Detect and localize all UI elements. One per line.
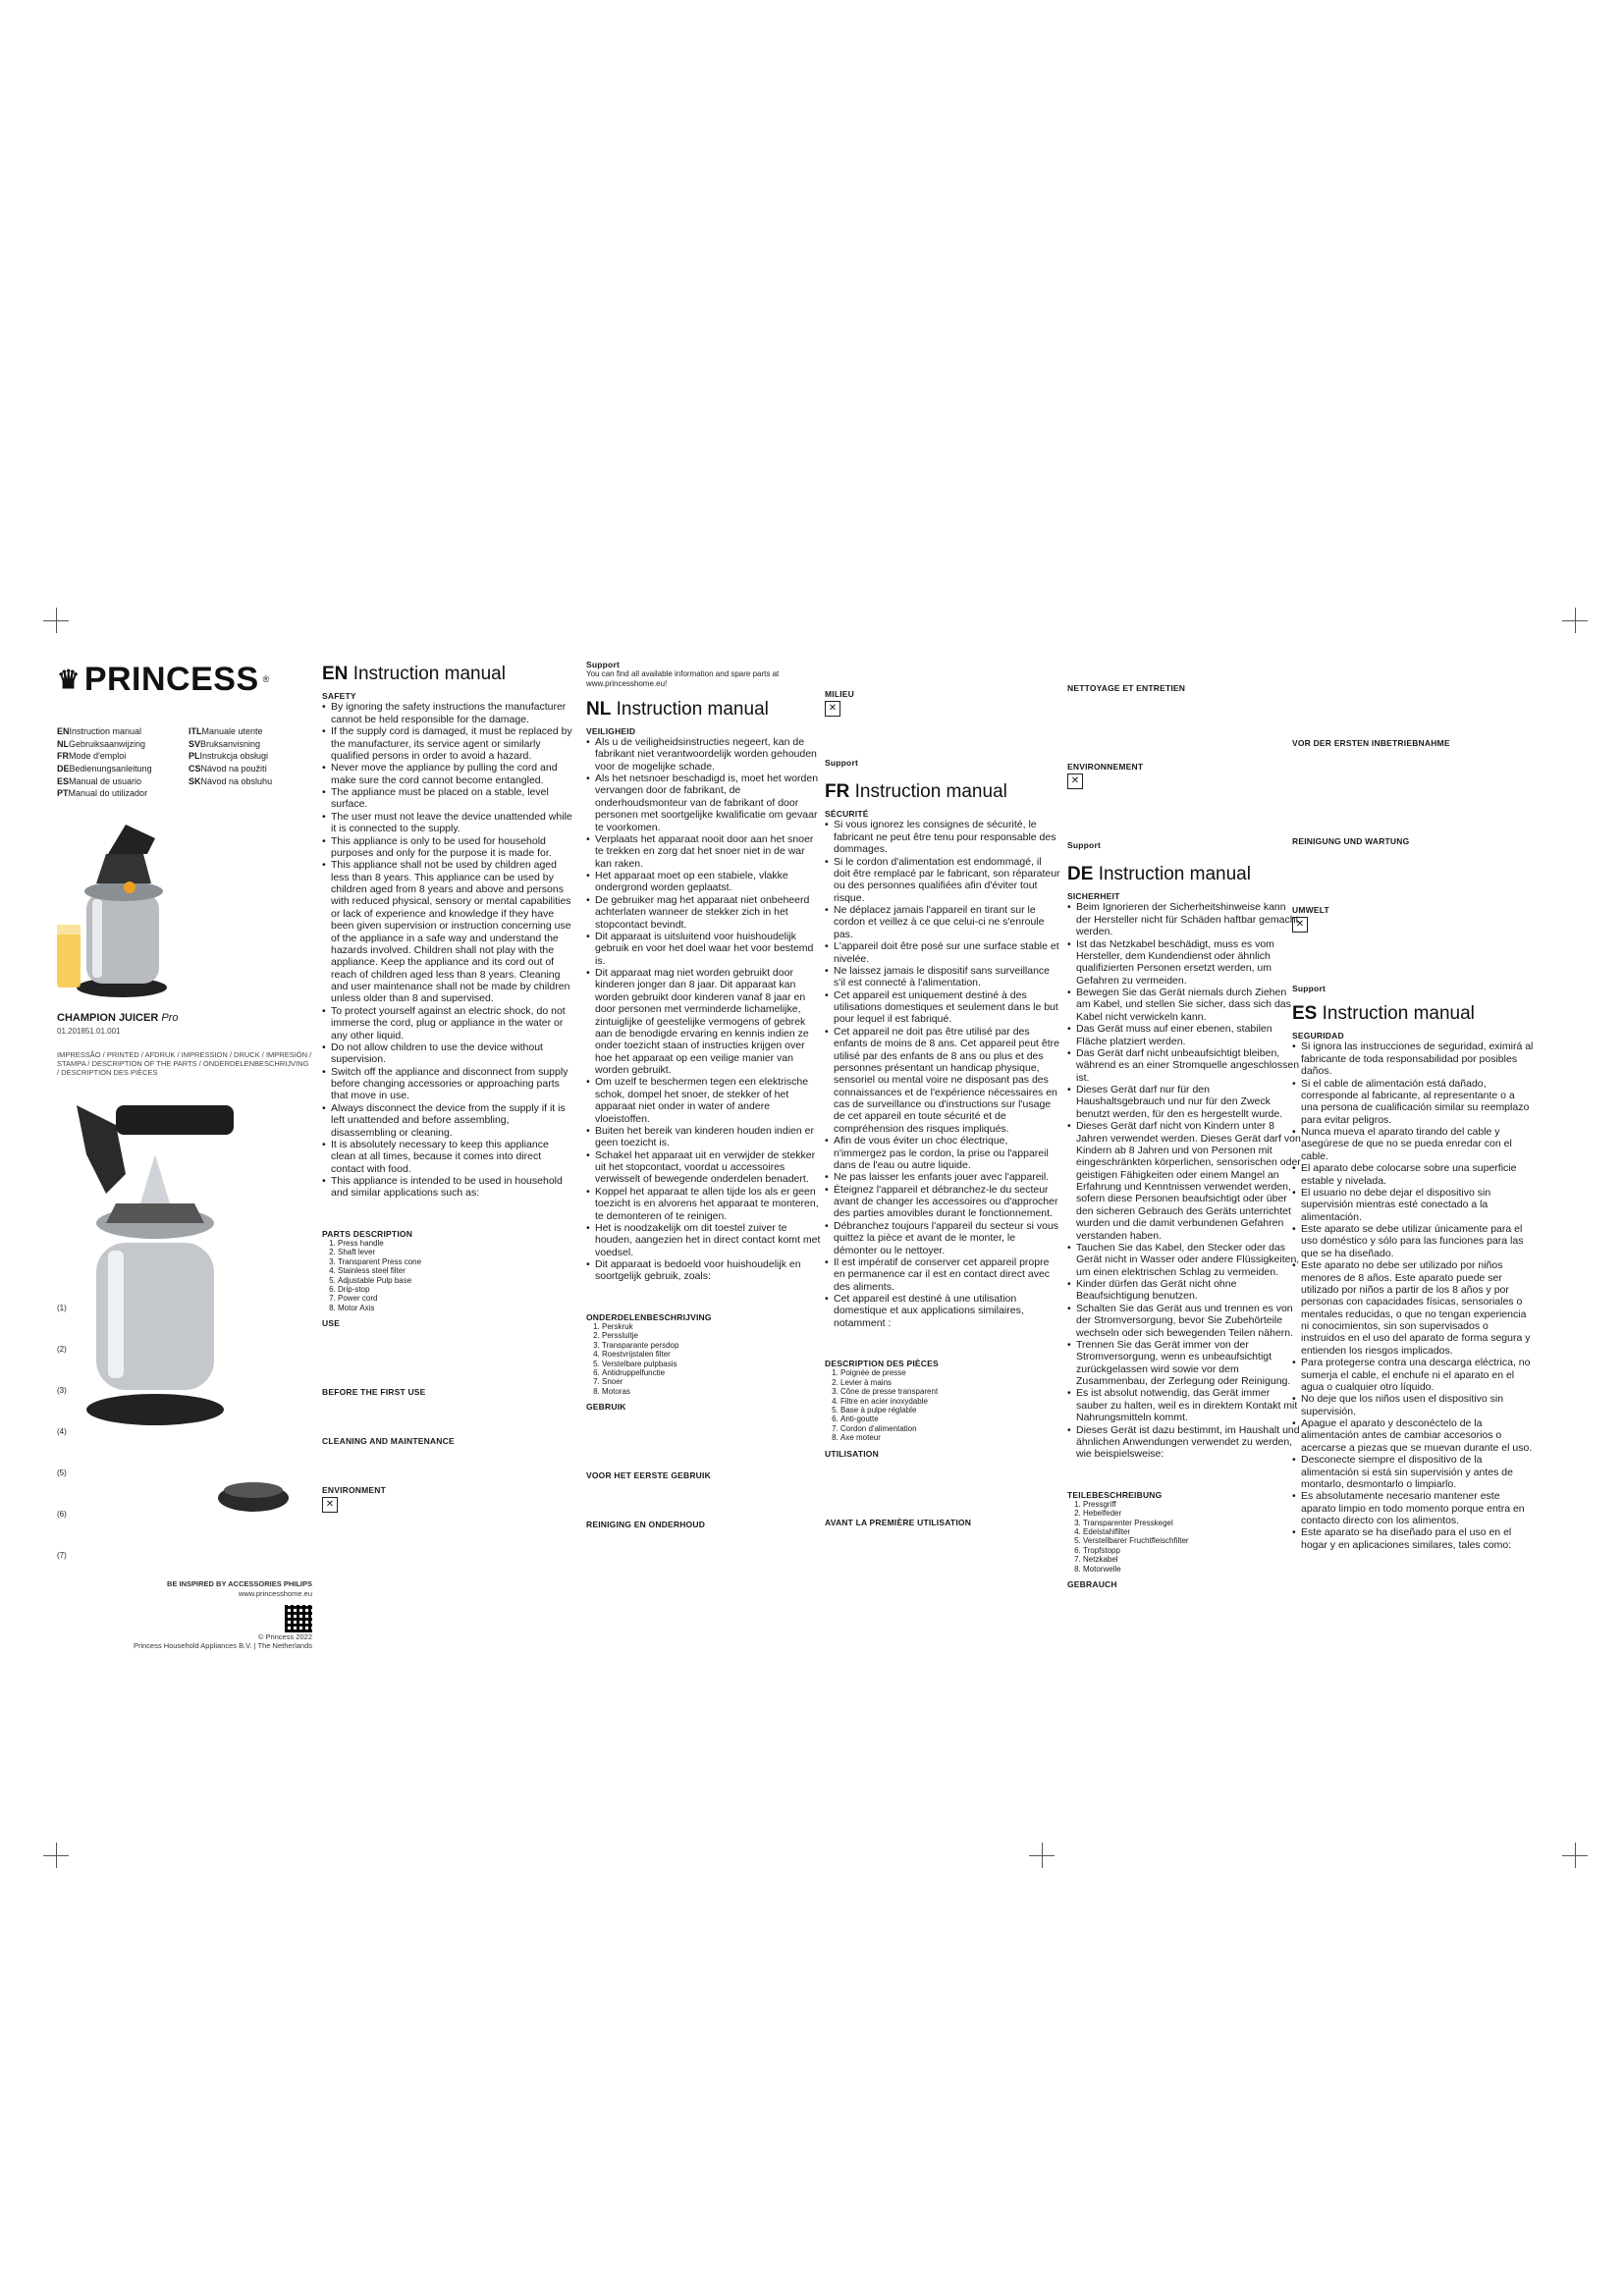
safety-item: • Débranchez toujours l'appareil du secteur si vous quittez la pièce et avant de le monter, le démonter ou le nettoyer. <box>825 1220 1060 1256</box>
diagram-label: (3) <box>57 1386 67 1395</box>
product-name <box>57 1012 312 1025</box>
safety-item: • Dieses Gerät ist dazu bestimmt, im Haushalt und ähnlichen Anwendungen verwendet zu werden, wie beispielsweise: <box>1067 1424 1301 1461</box>
safety-item: • Schalten Sie das Gerät aus und trennen es von der Stromversorgung, bevor Sie Zubehörteile wechseln oder sich bewegenden Teilen nähern. <box>1067 1303 1301 1339</box>
de-env-heading-fr: ENVIRONNEMENT <box>1067 762 1144 773</box>
diagram-label: (6) <box>57 1510 67 1519</box>
safety-item: • Para protegerse contra una descarga eléctrica, no sumerja el cable, el enchufe ni el aparato en el agua o cualquier otro líquido. <box>1292 1357 1534 1393</box>
language-item <box>189 726 312 737</box>
nl-title <box>586 699 822 721</box>
nl-column <box>586 660 822 1529</box>
safety-item: • Trennen Sie das Gerät immer von der Stromversorgung, wenn es unbeaufsichtigt zurückgelassen wird sowie vor dem Zusammenbau, der Zerlegung oder Reinigung. <box>1067 1339 1301 1388</box>
en-cleaning-heading: CLEANING AND MAINTENANCE <box>322 1436 455 1447</box>
part-item: 2. Perssluitje <box>602 1331 822 1340</box>
es-column <box>1292 660 1534 1551</box>
cover-column <box>57 660 312 1651</box>
nl-support-text: You can find all available information and spare parts at www.princesshome.eu! <box>586 669 780 688</box>
part-item: 4. Stainless steel filter <box>338 1266 575 1275</box>
part-item: 5. Verstellbarer Fruchtfleischfilter <box>1083 1536 1301 1545</box>
language-label: Mode d'emploi <box>69 751 127 762</box>
safety-item: • Dit apparaat mag niet worden gebruikt door kinderen jonger dan 8 jaar. Dit apparaat kan worden gebruikt door kinderen vanaf 8 jaar en door personen met verminderde lichamelijke, zintuiglijke of geestelijke vermogens of gebrek aan de benodigde ervaring en kennis indien ze onder toezicht staan of instructies krijgen over hoe het apparaat op een veilige manier van worden gebruikt. <box>586 967 822 1076</box>
nl-support-heading: Support <box>586 660 620 669</box>
crop-mark <box>56 1842 57 1868</box>
diagram-label: (7) <box>57 1551 67 1560</box>
safety-item: • Desconecte siempre el dispositivo de la alimentación si está sin supervisión y antes de montarlo, desmontarlo o limpiarlo. <box>1292 1454 1534 1490</box>
es-code: ES <box>1292 1003 1318 1025</box>
language-label: Instrukcja obsługi <box>199 751 269 762</box>
part-item: 4. Filtre en acier inoxydable <box>840 1397 1060 1406</box>
language-code: SV <box>189 738 201 749</box>
safety-item: • Ne laissez jamais le dispositif sans surveillance s'il est connecté à l'alimentation. <box>825 965 1060 989</box>
safety-item: • Kinder dürfen das Gerät nicht ohne Beaufsichtigung benutzen. <box>1067 1278 1301 1303</box>
weee-bin-icon: ✕ <box>1292 917 1308 933</box>
part-item: 7. Power cord <box>338 1294 575 1303</box>
product-edition: Pro <box>161 1012 179 1025</box>
language-label: Návod na obsluhu <box>200 775 273 786</box>
es-title <box>1292 1003 1534 1025</box>
language-item <box>57 764 181 774</box>
en-parts-heading: PARTS DESCRIPTION <box>322 1228 413 1239</box>
language-code: EN <box>57 726 70 737</box>
safety-item: • No deje que los niños usen el dispositivo sin supervisión. <box>1292 1393 1534 1417</box>
safety-item: • De gebruiker mag het apparaat niet onbeheerd achterlaten wanneer de stekker zich in het stopcontact bevindt. <box>586 894 822 931</box>
de-safety-list <box>1067 901 1301 1460</box>
brand-name: PRINCESS <box>83 661 259 698</box>
language-item <box>57 739 181 750</box>
safety-item: • Schakel het apparaat uit en verwijder de stekker uit het stopcontact, voordat u accessoires verwisselt of bewegende onderdelen benadert. <box>586 1149 822 1186</box>
language-item <box>57 726 181 737</box>
safety-item: • Cet appareil est destiné à une utilisation domestique et aux applications similaires, notamment : <box>825 1293 1060 1329</box>
language-item <box>57 788 181 799</box>
fr-safety-heading: SÉCURITÉ <box>825 809 869 820</box>
safety-item: • By ignoring the safety instructions the manufacturer cannot be held responsible for the damage. <box>322 701 575 725</box>
nl-cleaning-heading: REINIGING EN ONDERHOUD <box>586 1520 706 1530</box>
print-note: IMPRESSÃO / PRINTED / AFDRUK / IMPRESSION / DRUCK / IMPRESIÓN / STAMPA / DESCRIPTION OF THE PARTS / ONDERDELENBESCHRIJVING / DESCRIPTION DES PIÈCES <box>57 1049 312 1078</box>
en-safety-list <box>322 701 575 1199</box>
language-item <box>189 776 312 787</box>
language-label: Instruction manual <box>69 726 142 737</box>
en-safety-heading: SAFETY <box>322 691 356 702</box>
language-code: SK <box>189 775 201 786</box>
en-title <box>322 664 575 685</box>
safety-item: • Never move the appliance by pulling the cord and make sure the cord cannot become entangled. <box>322 762 575 786</box>
crop-mark <box>1575 608 1576 633</box>
safety-item: • L'appareil doit être posé sur une surface stable et nivelée. <box>825 940 1060 965</box>
en-code: EN <box>322 664 349 684</box>
en-use-heading: USE <box>322 1318 341 1329</box>
safety-item: • Es absolutamente necesario mantener este aparato limpio en todo momento porque entra en contacto directo con los alimentos. <box>1292 1490 1534 1526</box>
safety-item: • Ne déplacez jamais l'appareil en tirant sur le cordon et veillez à ce que celui-ci ne s'enroule pas. <box>825 904 1060 940</box>
weee-bin-icon: ✕ <box>1067 774 1083 789</box>
safety-item: • Als u de veiligheidsinstructies negeert, kan de fabrikant niet verantwoordelijk worden gehouden voor de mogelijke schade. <box>586 736 822 773</box>
safety-item: • Switch off the appliance and disconnect from supply before changing accessories or approaching parts that move in use. <box>322 1066 575 1102</box>
es-title-text: Instruction manual <box>1322 1003 1475 1025</box>
safety-item: • El aparato debe colocarse sobre una superficie estable y nivelada. <box>1292 1162 1534 1187</box>
part-item: 3. Cône de presse transparent <box>840 1387 1060 1396</box>
en-environment-heading: ENVIRONMENT <box>322 1485 387 1496</box>
fr-safety-list <box>825 819 1060 1329</box>
language-label: Návod na použití <box>200 763 268 774</box>
safety-item: • Si ignora las instrucciones de seguridad, eximirá al fabricante de toda responsabilidad por posibles daños. <box>1292 1041 1534 1077</box>
safety-item: • Cet appareil est uniquement destiné à des utilisations domestiques et seulement dans le but pour lequel il est fabriqué. <box>825 989 1060 1026</box>
crop-mark <box>56 608 57 633</box>
safety-item: • Koppel het apparaat te allen tijde los als er geen toezicht is en alvorens het apparaat te monteren, te demonteren of te reinigen. <box>586 1186 822 1222</box>
fr-parts-list <box>825 1368 1060 1443</box>
part-item: 5. Base à pulpe réglable <box>840 1406 1060 1415</box>
de-cleaning-heading-fr: NETTOYAGE ET ENTRETIEN <box>1067 683 1186 693</box>
safety-item: • Este aparato no debe ser utilizado por niños menores de 8 años. Este aparato puede ser utilizado por niños a partir de los 8 años y por personas con capacidades físicas, sensoriales o mentales reducidas, o que no tengan experiencia ni conocimientos, sin son supervisados o instruidos en el uso del aparato de forma segura y entienden los riesgos implicados. <box>1292 1259 1534 1357</box>
nl-safety-list <box>586 736 822 1283</box>
es-safety-heading: SEGURIDAD <box>1292 1031 1344 1041</box>
nl-code: NL <box>586 698 612 720</box>
diagram-label: (4) <box>57 1427 67 1436</box>
product-name-text: CHAMPION JUICER <box>57 1012 159 1025</box>
language-label: Bedienungsanleitung <box>69 763 152 774</box>
part-item: 7. Cordon d'alimentation <box>840 1424 1060 1433</box>
part-item: 2. Hebelfeder <box>1083 1509 1301 1518</box>
part-item: 8. Axe moteur <box>840 1433 1060 1442</box>
safety-item: • Als het netsnoer beschadigd is, moet het worden vervangen door de fabrikant, de onderhoudsmonteur van de fabrikant of door personen met soortgelijke kwalificatie om gevaar te voorkomen. <box>586 773 822 833</box>
de-parts-list <box>1067 1500 1301 1575</box>
safety-item: • Om uzelf te beschermen tegen een elektrische schok, dompel het snoer, de stekker of het apparaat niet onder in water of andere vloeistoffen. <box>586 1076 822 1125</box>
en-column <box>322 660 575 1515</box>
safety-item: • Este aparato se debe utilizar únicamente para el uso doméstico y sólo para las funciones para las que se ha diseñado. <box>1292 1223 1534 1259</box>
crown-icon: ♛ <box>57 664 81 694</box>
part-item: 3. Transparante persdop <box>602 1341 822 1350</box>
fr-support-heading: Support <box>825 758 858 769</box>
diagram-label: (2) <box>57 1345 67 1354</box>
safety-item: • Dit apparaat is bedoeld voor huishoudelijk en soortgelijk gebruik, zoals: <box>586 1258 822 1283</box>
es-env-heading-de: UMWELT <box>1292 905 1329 916</box>
safety-item: • Dieses Gerät darf nicht von Kindern unter 8 Jahren verwendet werden. Dieses Gerät darf von Kindern ab 8 Jahren und von Personen mit eingeschränkten körperlichen, sensorischen oder geistigen Fähigkeiten oder einem Mangel an Erfahrung und Kenntnissen verwendet werden, sofern diese Personen beaufsichtigt oder über den sicheren Gebrauch des Geräts unterrichtet wurden und die damit verbundenen Gefahren verstanden haben. <box>1067 1120 1301 1242</box>
language-label: Bruksanvisning <box>200 738 261 749</box>
es-cleaning-heading-de: REINIGUNG UND WARTUNG <box>1292 836 1410 847</box>
part-item: 1. Press handle <box>338 1239 575 1248</box>
language-item <box>57 776 181 787</box>
language-code: PL <box>189 751 200 762</box>
language-item <box>189 764 312 774</box>
safety-item: • Always disconnect the device from the supply if it is left unattended and before assembling, disassembling or cleaning. <box>322 1102 575 1139</box>
part-item: 7. Snoer <box>602 1377 822 1386</box>
language-label: Gebruiksaanwijzing <box>69 738 146 749</box>
es-before-heading-de: VOR DER ERSTEN INBETRIEBNAHME <box>1292 738 1450 748</box>
crop-mark <box>1575 1842 1576 1868</box>
fr-title-text: Instruction manual <box>854 781 1007 803</box>
part-item: 8. Motor Axis <box>338 1304 575 1312</box>
de-support-heading: Support <box>1067 840 1101 851</box>
registered-mark: ® <box>262 673 270 684</box>
fr-use-heading: UTILISATION <box>825 1448 879 1459</box>
part-item: 6. Antidruppelfunctie <box>602 1368 822 1377</box>
footer-line1: BE INSPIRED BY ACCESSORIES PHILIPS <box>167 1579 312 1589</box>
fr-code: FR <box>825 781 850 803</box>
crop-mark <box>1042 1842 1043 1868</box>
safety-item: • To protect yourself against an electric shock, do not immerse the cord, plug or appliance in the water or any other liquid. <box>322 1005 575 1041</box>
safety-item: • Do not allow children to use the device without supervision. <box>322 1041 575 1066</box>
part-item: 6. Drip-stop <box>338 1285 575 1294</box>
safety-item: • Apague el aparato y desconéctelo de la alimentación antes de cambiar accesorios o acercarse a piezas que se muevan durante el uso. <box>1292 1417 1534 1454</box>
part-item: 1. Perskruk <box>602 1322 822 1331</box>
qr-code-icon <box>285 1605 312 1632</box>
nl-title-text: Instruction manual <box>616 698 769 720</box>
diagram-label: (1) <box>57 1304 67 1312</box>
product-photo <box>57 815 175 1001</box>
nl-before-heading: VOOR HET EERSTE GEBRUIK <box>586 1470 711 1481</box>
safety-item: • Este aparato se ha diseñado para el uso en el hogar y en aplicaciones similares, tales como: <box>1292 1526 1534 1551</box>
part-item: 1. Pressgriff <box>1083 1500 1301 1509</box>
part-item: 3. Transparenter Presskegel <box>1083 1519 1301 1527</box>
safety-item: • Het apparaat moet op een stabiele, vlakke ondergrond worden geplaatst. <box>586 870 822 894</box>
de-title-text: Instruction manual <box>1098 864 1251 885</box>
es-safety-list <box>1292 1041 1534 1551</box>
footer-copyright: © Princess 2022 <box>257 1631 312 1641</box>
nl-parts-list <box>586 1322 822 1397</box>
diagram-labels <box>57 1288 67 1576</box>
safety-item: • Afin de vous éviter un choc électrique, n'immergez pas le cordon, la prise ou l'appareil dans de l'eau ou autre liquide. <box>825 1135 1060 1171</box>
weee-bin-icon: ✕ <box>322 1497 338 1513</box>
safety-item: • Il est impératif de conserver cet appareil propre en permanence car il est en contact direct avec des aliments. <box>825 1256 1060 1293</box>
safety-item: • Dieses Gerät darf nur für den Haushaltsgebrauch und nur für den Zweck benutzt werden, für den es hergestellt wurde. <box>1067 1084 1301 1120</box>
safety-item: • Éteignez l'appareil et débranchez-le du secteur avant de changer les accessoires ou d'approcher des parties amovibles durant le fonctionnement. <box>825 1184 1060 1220</box>
part-item: 8. Motoras <box>602 1387 822 1396</box>
safety-item: • Ne pas laisser les enfants jouer avec l'appareil. <box>825 1171 1060 1183</box>
de-use-heading: GEBRAUCH <box>1067 1579 1117 1590</box>
language-code: ITL <box>189 726 202 737</box>
safety-item: • Buiten het bereik van kinderen houden indien er geen toezicht is. <box>586 1125 822 1149</box>
cover-footer <box>57 1579 312 1651</box>
part-item: 2. Shaft lever <box>338 1248 575 1256</box>
diagram-label: (5) <box>57 1468 67 1477</box>
en-title-text: Instruction manual <box>352 664 506 684</box>
part-item: 5. Verstelbare pulpbasis <box>602 1360 822 1368</box>
language-code: NL <box>57 738 69 749</box>
language-code: CS <box>189 763 201 774</box>
weee-bin-icon: ✕ <box>825 701 840 717</box>
de-title <box>1067 864 1301 885</box>
fr-milieu-heading: MILIEU <box>825 689 855 699</box>
safety-item: • This appliance shall not be used by children aged less than 8 years. This appliance can be used by children aged from 8 years and above and persons with reduced physical, sensory or mental capabilities or lack of experience and knowledge if they have been given supervision or instruction concerning use of the appliance in a safe way and understand the hazards involved. Children shall not play with the appliance. Keep the appliance and its cord out of reach of children aged less than 8 years. Cleaning and user maintenance shall not be made by children unless older than 8 and supervised. <box>322 859 575 1005</box>
safety-item: • Das Gerät darf nicht unbeaufsichtigt bleiben, während es an einer Stromquelle angeschlossen ist. <box>1067 1047 1301 1084</box>
language-list <box>57 726 312 799</box>
part-item: 7. Netzkabel <box>1083 1555 1301 1564</box>
language-label: Manuale utente <box>201 726 263 737</box>
safety-item: • Bewegen Sie das Gerät niemals durch Ziehen am Kabel, und stellen Sie sicher, dass sich das Kabel nicht verwickeln kann. <box>1067 987 1301 1023</box>
part-item: 4. Roestvrijstalen filter <box>602 1350 822 1359</box>
part-item: 3. Transparent Press cone <box>338 1257 575 1266</box>
safety-item: • El usuario no debe dejar el dispositivo sin supervisión mientras esté conectado a la alimentación. <box>1292 1187 1534 1223</box>
de-safety-heading: SICHERHEIT <box>1067 891 1120 902</box>
safety-item: • Es ist absolut notwendig, das Gerät immer sauber zu halten, weil es in direktem Kontakt mit Nahrungsmitteln kommt. <box>1067 1387 1301 1423</box>
safety-item: • The user must not leave the device unattended while it is connected to the supply. <box>322 811 575 835</box>
language-code: PT <box>57 788 69 799</box>
part-item: 5. Adjustable Pulp base <box>338 1276 575 1285</box>
nl-use-heading: GEBRUIK <box>586 1402 626 1413</box>
language-item <box>189 751 312 762</box>
language-code: DE <box>57 763 70 774</box>
part-item: 1. Poignée de presse <box>840 1368 1060 1377</box>
safety-item: • Verplaats het apparaat nooit door aan het snoer te trekken en zorg dat het snoer niet in de war kan raken. <box>586 833 822 870</box>
safety-item: • Het is noodzakelijk om dit toestel zuiver te houden, aangezien het in direct contact komt met voedsel. <box>586 1222 822 1258</box>
en-before-heading: BEFORE THE FIRST USE <box>322 1387 426 1398</box>
fr-parts-heading: DESCRIPTION DES PIÈCES <box>825 1359 939 1369</box>
nl-safety-heading: VEILIGHEID <box>586 725 636 736</box>
fr-before-heading: AVANT LA PREMIÈRE UTILISATION <box>825 1517 972 1527</box>
fr-title <box>825 781 1060 803</box>
footer-line2: www.princesshome.eu <box>238 1588 312 1598</box>
language-label: Manual de usuario <box>69 775 142 786</box>
footer-address: Princess Household Appliances B.V. | The Netherlands <box>133 1641 312 1651</box>
de-parts-heading: TEILEBESCHREIBUNG <box>1067 1489 1163 1500</box>
safety-item: • Cet appareil ne doit pas être utilisé par des enfants de moins de 8 ans. Cet appareil peut être utilisé par des enfants de 8 ans ou plus et des personnes présentant un handicap physique, sensoriel ou mental voire ne disposant pas des connaissances et de l'expérience nécessaires en cas de surveillance ou d'instructions sur l'usage de cet appareil en toute sécurité et de compréhension des risques impliqués. <box>825 1026 1060 1135</box>
safety-item: • Das Gerät muss auf einer ebenen, stabilen Fläche platziert werden. <box>1067 1023 1301 1047</box>
safety-item: • If the supply cord is damaged, it must be replaced by the manufacturer, its service agent or similarly qualified persons in order to avoid a hazard. <box>322 725 575 762</box>
safety-item: • This appliance is intended to be used in household and similar applications such as: <box>322 1175 575 1200</box>
es-support-heading: Support <box>1292 984 1326 994</box>
product-code: 01.201851.01.001 <box>57 1027 121 1037</box>
parts-diagram <box>57 1086 302 1537</box>
en-parts-list <box>322 1239 575 1313</box>
language-code: FR <box>57 751 69 762</box>
part-item: 4. Edelstahlfilter <box>1083 1527 1301 1536</box>
safety-item: • Si le cordon d'alimentation est endommagé, il doit être remplacé par le fabricant, son réparateur ou des personnes qualifiées afin d'éviter tout risque. <box>825 856 1060 905</box>
language-label: Manual do utilizador <box>68 788 148 799</box>
de-column <box>1067 660 1301 1589</box>
language-item <box>189 739 312 750</box>
safety-item: • The appliance must be placed on a stable, level surface. <box>322 786 575 811</box>
part-item: 6. Tropfstopp <box>1083 1546 1301 1555</box>
fr-column <box>825 660 1060 1527</box>
safety-item: • Si el cable de alimentación está dañado, corresponde al fabricante, al representante o a una persona de cualificación similar su reemplazo para evitar peligros. <box>1292 1078 1534 1127</box>
language-item <box>57 751 181 762</box>
safety-item: • This appliance is only to be used for household purposes and only for the purpose it is made for. <box>322 835 575 860</box>
part-item: 2. Levier à mains <box>840 1378 1060 1387</box>
safety-item: • Tauchen Sie das Kabel, den Stecker oder das Gerät nicht in Wasser oder andere Flüssigkeiten, um einen elektrischen Schlag zu vermeiden. <box>1067 1242 1301 1278</box>
nl-parts-heading: ONDERDELENBESCHRIJVING <box>586 1311 712 1322</box>
brand-logo <box>57 660 312 699</box>
safety-item: • It is absolutely necessary to keep this appliance clean at all times, because it comes into direct contact with food. <box>322 1139 575 1175</box>
de-code: DE <box>1067 864 1094 885</box>
safety-item: • Beim Ignorieren der Sicherheitshinweise kann der Hersteller nicht für Schäden haftbar gemacht werden. <box>1067 901 1301 937</box>
safety-item: • Dit apparaat is uitsluitend voor huishoudelijk gebruik en voor het doel waar het voor bestemd is. <box>586 931 822 967</box>
part-item: 6. Anti-goutte <box>840 1415 1060 1423</box>
safety-item: • Ist das Netzkabel beschädigt, muss es vom Hersteller, dem Kundendienst oder ähnlich qualifizierten Personen ersetzt werden, um Gefahren zu vermeiden. <box>1067 938 1301 988</box>
part-item: 8. Motorwelle <box>1083 1565 1301 1574</box>
safety-item: • Nunca mueva el aparato tirando del cable y asegúrese de que no se pueda enredar con el cable. <box>1292 1126 1534 1162</box>
language-code: ES <box>57 775 70 786</box>
safety-item: • Si vous ignorez les consignes de sécurité, le fabricant ne peut être tenu pour responsable des dommages. <box>825 819 1060 855</box>
